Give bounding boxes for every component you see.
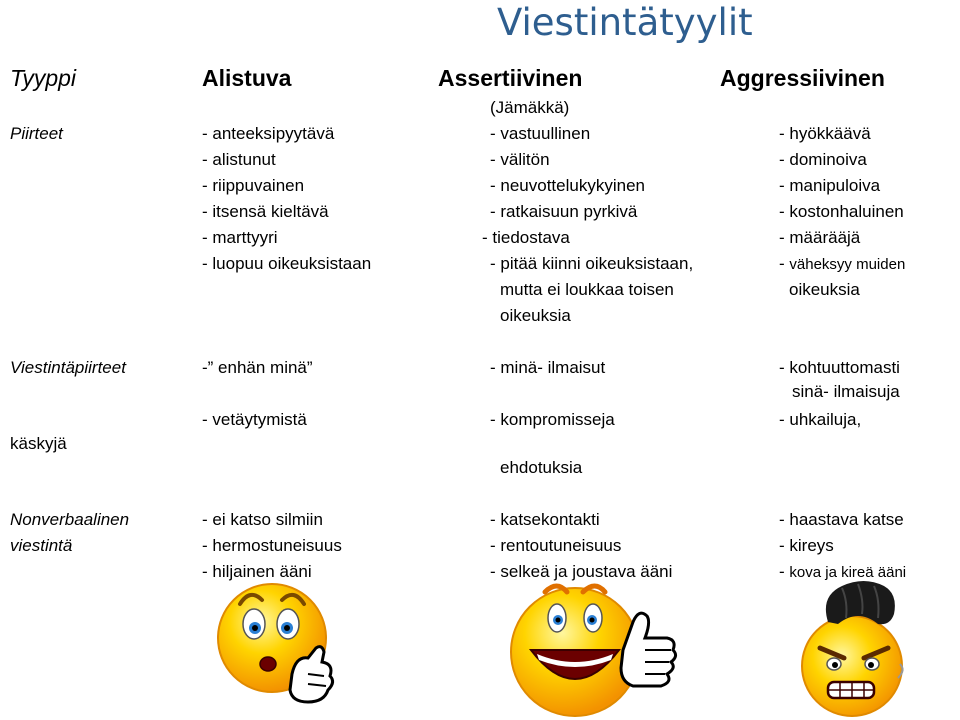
nonverbal-submissive-item: - ei katso silmiin — [202, 510, 323, 529]
comm-aggressive-item: sinä- ilmaisuja — [792, 382, 900, 401]
nonverbal-aggressive-item: - kireys — [779, 536, 834, 555]
trait-assertive-item: - pitää kiinni oikeuksistaan, — [490, 254, 694, 273]
smiling-thumbs-up-face-icon — [505, 578, 685, 720]
header-aggressive: Aggressiivinen — [720, 65, 885, 91]
trait-assertive-item: - neuvottelukykyinen — [490, 176, 645, 195]
trait-aggressive-item: - hyökkäävä — [779, 124, 871, 143]
worried-face-icon — [212, 578, 342, 713]
header-submissive: Alistuva — [202, 65, 292, 91]
header-type: Tyyppi — [10, 65, 77, 91]
header-assertive-subtitle: (Jämäkkä) — [490, 98, 570, 117]
nonverbal-submissive-item: - hiljainen ääni — [202, 562, 312, 581]
comm-assertive-item: - minä- ilmaisut — [490, 358, 606, 377]
nonverbal-aggressive-small: kova ja kireä ääni — [789, 564, 907, 581]
comm-aggressive-item: - kohtuuttomasti — [779, 358, 900, 377]
trait-assertive-item: - ratkaisuun pyrkivä — [490, 202, 638, 221]
nonverbal-aggressive-dash: - — [779, 562, 790, 581]
slide-title: Viestintätyylit — [497, 1, 753, 44]
trait-assertive-item: - vastuullinen — [490, 124, 591, 143]
header-assertive: Assertiivinen — [438, 65, 583, 91]
trait-submissive-item: - riippuvainen — [202, 176, 305, 195]
trait-aggressive-item: - dominoiva — [779, 150, 867, 169]
trait-assertive-item: oikeuksia — [500, 306, 571, 325]
trait-submissive-item: - anteeksipyytävä — [202, 124, 335, 143]
nonverbal-assertive-item: - rentoutuneisuus — [490, 536, 622, 555]
label-nonverbal: Nonverbaalinen — [10, 510, 130, 529]
trait-assertive-item: - tiedostava — [482, 228, 570, 247]
angry-face-icon — [798, 578, 913, 720]
trait-submissive-item: - luopuu oikeuksistaan — [202, 254, 372, 273]
label-communication: Viestintäpiirteet — [10, 358, 126, 377]
comm-submissive-item: - vetäytymistä — [202, 410, 307, 429]
comm-submissive-item: -” enhän minä” — [202, 358, 313, 377]
label-nonverbal-2: viestintä — [10, 536, 73, 555]
trait-aggressive-dash: - — [779, 254, 790, 273]
comm-aggressive-item: - uhkailuja, — [779, 410, 862, 429]
trait-aggressive-item: - kostonhaluinen — [779, 202, 904, 221]
trait-aggressive-item — [779, 251, 905, 278]
nonverbal-assertive-item: - katsekontakti — [490, 510, 600, 529]
trait-submissive-item: - marttyyri — [202, 228, 278, 247]
trait-aggressive-item: oikeuksia — [789, 280, 860, 299]
label-traits: Piirteet — [10, 124, 63, 143]
nonverbal-aggressive-item: - haastava katse — [779, 510, 904, 529]
trait-submissive-item: - alistunut — [202, 150, 276, 169]
nonverbal-assertive-item: - selkeä ja joustava ääni — [490, 562, 673, 581]
comm-wrapped-text: käskyjä — [10, 434, 67, 453]
trait-aggressive-small: väheksyy muiden — [789, 256, 906, 273]
comm-assertive-item: - kompromisseja — [490, 410, 615, 429]
trait-aggressive-item: - manipuloiva — [779, 176, 881, 195]
trait-assertive-item: mutta ei loukkaa toisen — [500, 280, 674, 299]
trait-aggressive-item: - määrääjä — [779, 228, 861, 247]
trait-submissive-item: - itsensä kieltävä — [202, 202, 329, 221]
nonverbal-submissive-item: - hermostuneisuus — [202, 536, 342, 555]
comm-assertive-item: ehdotuksia — [500, 458, 583, 477]
trait-assertive-item: - välitön — [490, 150, 550, 169]
